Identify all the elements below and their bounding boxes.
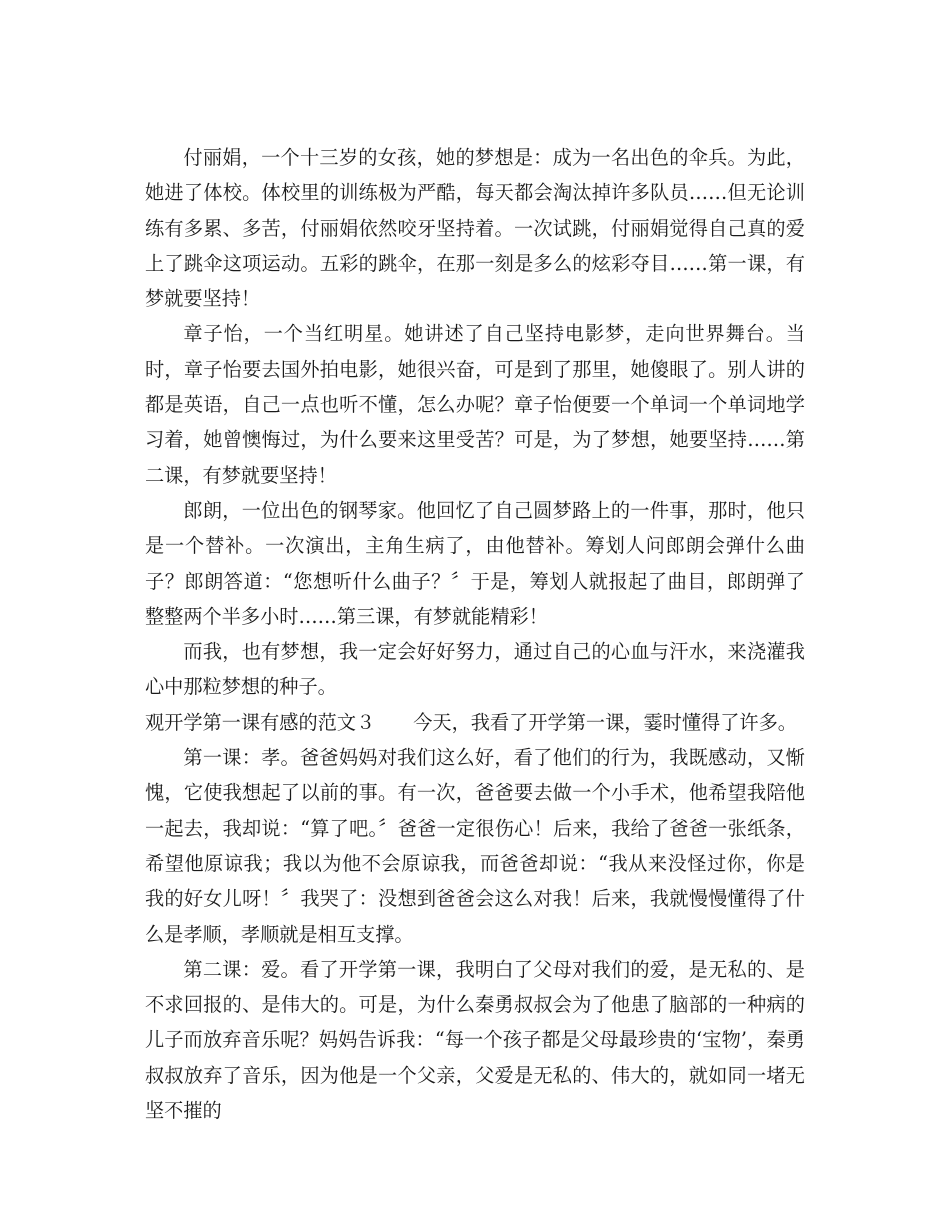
section-intro: 今天，我看了开学第一课，霎时懂得了许多。 [413,710,797,734]
paragraph-zhang-ziyi: 章子怡，一个当红明星。她讲述了自己坚持电影梦，走向世界舞台。当时，章子怡要去国外拍电影，她很兴奋，可是到了那里，她傻眼了。别人讲的都是英语，自己一点也听不懂，怎么办呢？章子怡便要一个单词一个单词地学习着，她曾懊悔过，为什么要来这里受苦？可是，为了梦想，她要坚持……第二课，有梦就要坚持！ [145,322,805,487]
paragraph-lesson-filial: 第一课：孝。爸爸妈妈对我们这么好，看了他们的行为，我既感动，又惭愧，它使我想起了以前的事。有一次，爸爸要去做一个小手术，他希望我陪他一起去，我却说：“算了吧。〞爸爸一定很伤心！后来，我给了爸爸一张纸条，希望他原谅我；我以为他不会原谅我，而爸爸却说：“我从来没怪过你，你是我的好女儿呀！〞我哭了：没想到爸爸会这么对我！后来，我就慢慢懂得了什么是孝顺，孝顺就是相互支撑。 [145,746,805,946]
paragraph-lesson-love: 第二课：爱。看了开学第一课，我明白了父母对我们的爱，是无私的、是不求回报的、是伟大的。可是，为什么秦勇叔叔会为了他患了脑部的一种病的儿子而放弃音乐呢？妈妈告诉我：“每一个孩子都是父母最珍贵的‘宝物’，秦勇叔叔放弃了音乐，因为他是一个父亲，父爱是无私的、伟大的，就如同一堵无坚不摧的 [145,957,805,1123]
section-heading-line [145,705,805,740]
section-title: 观开学第一课有感的范文３ [145,710,376,734]
paragraph-lang-lang: 郎朗，一位出色的钢琴家。他回忆了自己圆梦路上的一件事，那时，他只是一个替补。一次演出，主角生病了，由他替补。筹划人问郎朗会弹什么曲子？郎朗答道：“您想听什么曲子？〞于是，筹划人就报起了曲目，郎朗弹了整整两个半多小时……第三课，有梦就能精彩！ [145,498,805,628]
paragraph-my-dream: 而我，也有梦想，我一定会好好努力，通过自己的心血与汗水，来浇灌我心中那粒梦想的种子。 [145,640,805,699]
document-body [145,140,805,1128]
paragraph-fu-lijuan: 付丽娟，一个十三岁的女孩，她的梦想是：成为一名出色的伞兵。为此，她进了体校。体校里的训练极为严酷，每天都会淘汰掉许多队员……但无论训练有多累、多苦，付丽娟依然咬牙坚持着。一次试跳，付丽娟觉得自己真的爱上了跳伞这项运动。五彩的跳伞，在那一刻是多么的炫彩夺目……第一课，有梦就要坚持！ [145,146,805,311]
